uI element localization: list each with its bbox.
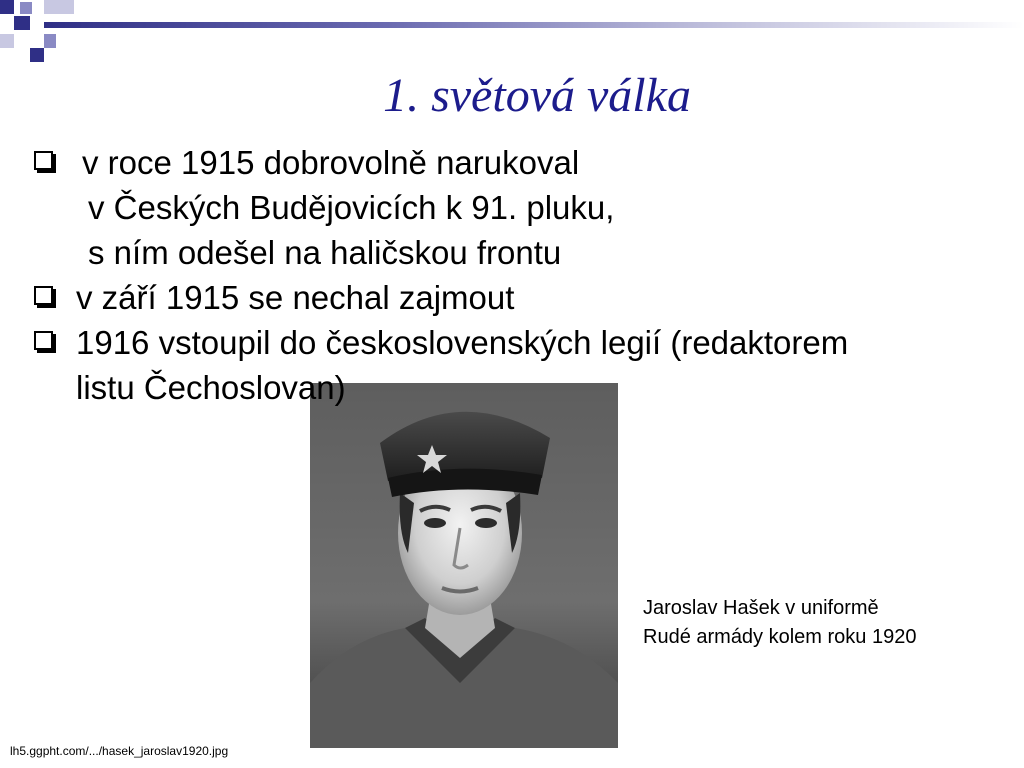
- slide-title: 1. světová válka: [383, 69, 691, 122]
- portrait-svg: [310, 383, 618, 748]
- bullet-item-2: [30, 275, 1020, 320]
- decor-gradient-bar: [44, 22, 1024, 28]
- caption-line-1: Jaroslav Hašek v uniformě: [643, 597, 879, 619]
- decor-square-1: [0, 0, 14, 14]
- checkbox-square-icon: [34, 331, 53, 350]
- bullet-1-line-1: v roce 1915 dobrovolně narukoval: [82, 144, 580, 181]
- bullet-2-line-1: v září 1915 se nechal zajmout: [76, 279, 515, 316]
- photo-caption: [643, 594, 916, 652]
- decor-square-5: [0, 34, 14, 48]
- decor-square-7: [30, 48, 44, 62]
- decor-square-6: [44, 34, 56, 48]
- bullet-item-3: [30, 320, 1020, 410]
- caption-line-2: Rudé armády kolem roku 1920: [643, 626, 917, 648]
- decor-square-4: [14, 16, 30, 30]
- bullet-1-line-3: s ním odešel na haličskou frontu: [88, 234, 562, 271]
- bullet-1-line-2: v Českých Budějovicích k 91. pluku,: [88, 189, 615, 226]
- bullet-3-line-1: 1916 vstoupil do československých legií (redaktorem: [76, 324, 849, 361]
- soldier-portrait-photo: [310, 383, 618, 748]
- decor-square-3: [44, 0, 74, 14]
- bullet-list: [30, 140, 1020, 410]
- bullet-item-1: [30, 140, 1020, 275]
- bullet-3-line-2: listu Čechoslovan): [76, 369, 346, 406]
- image-source: lh5.ggpht.com/.../hasek_jaroslav1920.jpg: [10, 744, 229, 758]
- decor-square-2: [20, 2, 32, 14]
- checkbox-square-icon: [34, 286, 53, 305]
- checkbox-square-icon: [34, 151, 53, 170]
